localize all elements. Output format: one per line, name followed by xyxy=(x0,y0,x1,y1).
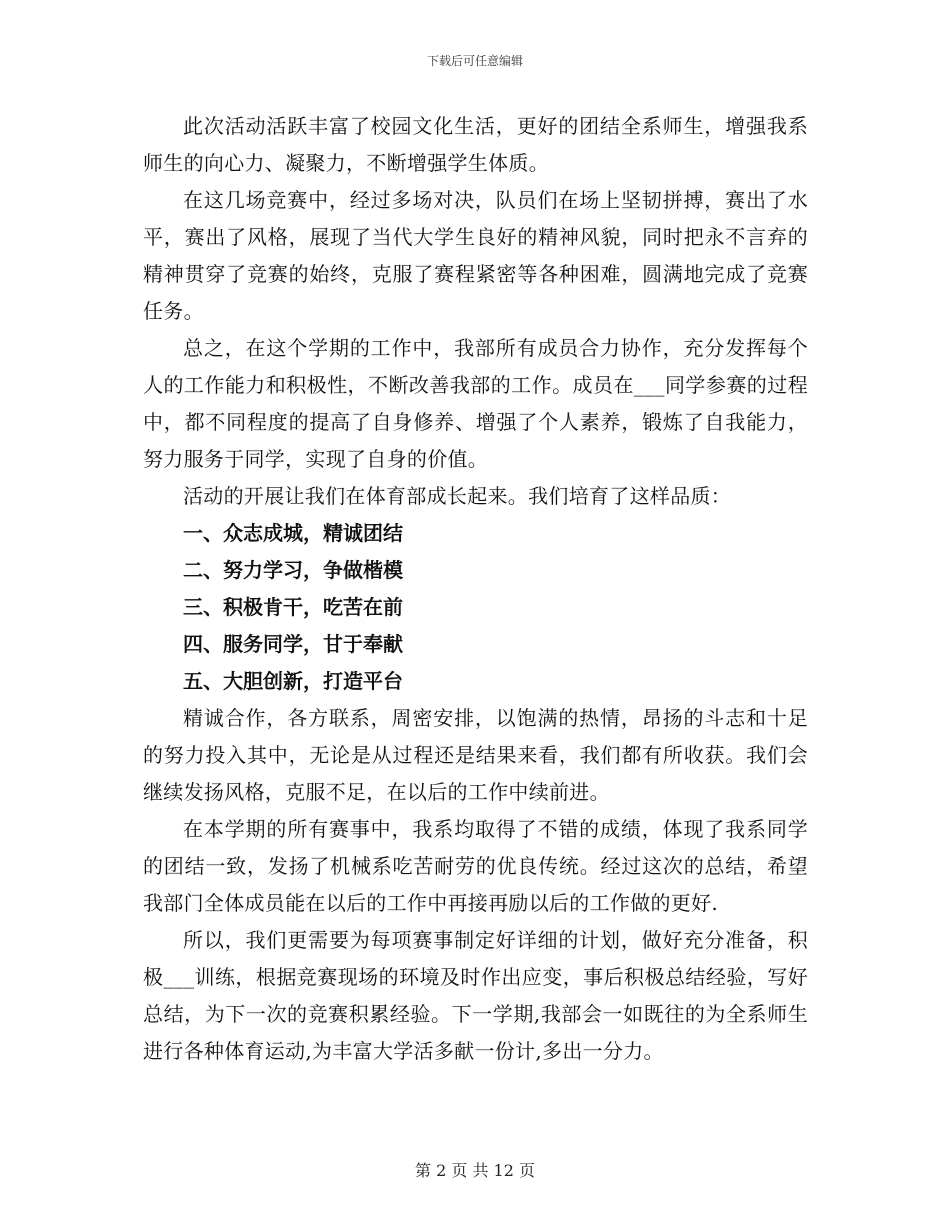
quality-item: 五、大胆创新，打造平台 xyxy=(183,669,403,693)
quality-item: 三、积极肯干，吃苦在前 xyxy=(183,595,403,619)
quality-item: 四、服务同学，甘于奉献 xyxy=(183,632,403,656)
paragraph-qualities-intro: 活动的开展让我们在体育部成长起来。我们培育了这样品质： xyxy=(183,484,732,508)
quality-item: 一、众志成城，精诚团结 xyxy=(183,521,403,545)
quality-item: 二、努力学习，争做楷模 xyxy=(183,558,403,582)
paragraph-achievements: 在本学期的所有赛事中，我系均取得了不错的成绩，体现了我系同学的团结一致，发扬了机械系吃苦耐劳的优良传统。经过这次的总结，希望我部门全体成员能在以后的工作中再接再励以后的工作做的更好. xyxy=(143,817,808,915)
paragraph-cooperation: 精诚合作，各方联系，周密安排，以饱满的热情，昂扬的斗志和十足的努力投入其中，无论是从过程还是结果来看，我们都有所收获。我们会继续发扬风格，克服不足，在以后的工作中续前进。 xyxy=(143,706,808,804)
paragraph-semester-work: 总之，在这个学期的工作中，我部所有成员合力协作，充分发挥每个人的工作能力和积极性，不断改善我部的工作。成员在___同学参赛的过程中，都不同程度的提高了自身修养、增强了个人素养，锻炼了自我能力，努力服务于同学，实现了自身的价值。 xyxy=(143,336,808,471)
paragraph-future-plan: 所以，我们更需要为每项赛事制定好详细的计划，做好充分准备，积极___训练，根据竞赛现场的环境及时作出应变，事后积极总结经验，写好总结，为下一次的竞赛积累经验。下一学期,我部会一如既往的为全系师生进行各种体育运动,为丰富大学活多献一份计,多出一分力。 xyxy=(143,928,808,1063)
page-header: 下载后可任意编辑 xyxy=(426,54,523,68)
paragraph-activity-summary: 此次活动活跃丰富了校园文化生活，更好的团结全系师生，增强我系师生的向心力、凝聚力，不断增强学生体质。 xyxy=(143,114,808,175)
page-number: 第 2 页 共 12 页 xyxy=(415,1161,535,1180)
document-body xyxy=(143,108,808,1070)
paragraph-competition: 在这几场竞赛中，经过多场对决，队员们在场上坚韧拼搏，赛出了水平，赛出了风格，展现了当代大学生良好的精神风貌，同时把永不言弃的精神贯穿了竞赛的始终，克服了赛程紧密等各种困难，圆满地完成了竞赛任务。 xyxy=(143,188,808,323)
